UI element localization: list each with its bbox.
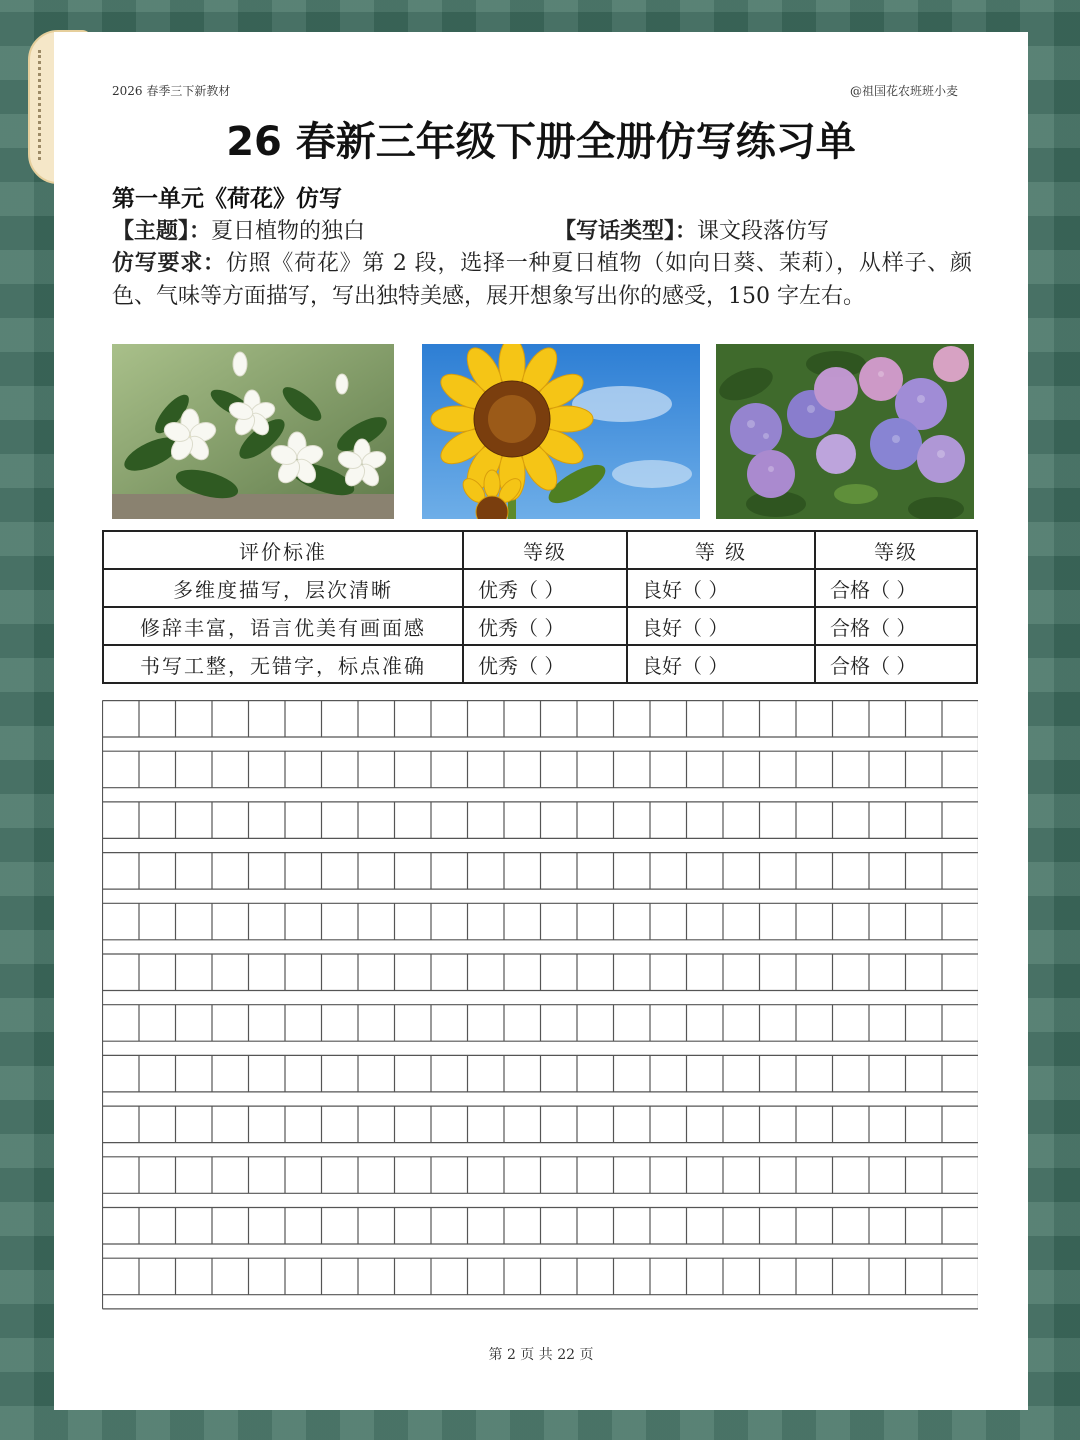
grade-excellent[interactable]: 优秀（ ） [463,607,627,645]
evaluation-header: 等级 [815,531,977,569]
requirement-label: 仿写要求： [112,250,226,276]
sunflower-photo-icon [422,344,700,519]
criterion: 修辞丰富，语言优美有画面感 [103,607,463,645]
writing-type-label: 【写话类型】： [554,218,698,244]
grade-excellent[interactable]: 优秀（ ） [463,569,627,607]
writing-grid[interactable] [102,700,978,1314]
evaluation-header: 等级 [463,531,627,569]
grade-pass[interactable]: 合格（ ） [815,569,977,607]
sunflower-photo [422,344,700,519]
grade-pass[interactable]: 合格（ ） [815,645,977,683]
grade-good[interactable]: 良好（ ） [627,607,815,645]
criterion: 书写工整，无错字，标点准确 [103,645,463,683]
header-right: @祖国花农班班小麦 [849,84,958,98]
hydrangea-photo-icon [716,344,974,519]
white-flower-photo-icon [112,344,394,519]
hydrangea-photo [716,344,974,519]
evaluation-row [103,645,977,683]
requirement [112,247,972,313]
header-left: 2026 春季三下新教材 [112,84,231,98]
evaluation-row [103,607,977,645]
theme-value: 夏日植物的独白 [211,219,366,244]
evaluation-header: 等 级 [627,531,815,569]
jasmine-photo [112,344,394,519]
worksheet-page [54,32,1028,1410]
requirement-text: 仿照《荷花》第 2 段，选择一种夏日植物（如向日葵、茉莉），从样子、颜色、气味等方面描写，写出独特美感，展开想象写出你的感受，150 字左右。 [112,251,972,309]
writing-grid-lines [102,700,978,1310]
page-title: 26 春新三年级下册全册仿写练习单 [226,119,856,165]
page-footer: 第 2 页 共 22 页 [488,1347,594,1363]
evaluation-row [103,569,977,607]
grade-pass[interactable]: 合格（ ） [815,607,977,645]
evaluation-header: 评价标准 [103,531,463,569]
grade-good[interactable]: 良好（ ） [627,569,815,607]
evaluation-header-row [103,531,977,569]
grade-excellent[interactable]: 优秀（ ） [463,645,627,683]
writing-type [554,214,829,245]
grade-good[interactable]: 良好（ ） [627,645,815,683]
evaluation-table [102,530,978,684]
theme-row [112,214,972,245]
unit-title: 第一单元《荷花》仿写 [112,185,342,212]
criterion: 多维度描写，层次清晰 [103,569,463,607]
writing-type-value: 课文段落仿写 [697,219,830,244]
theme-label: 【主题】： [112,218,212,244]
